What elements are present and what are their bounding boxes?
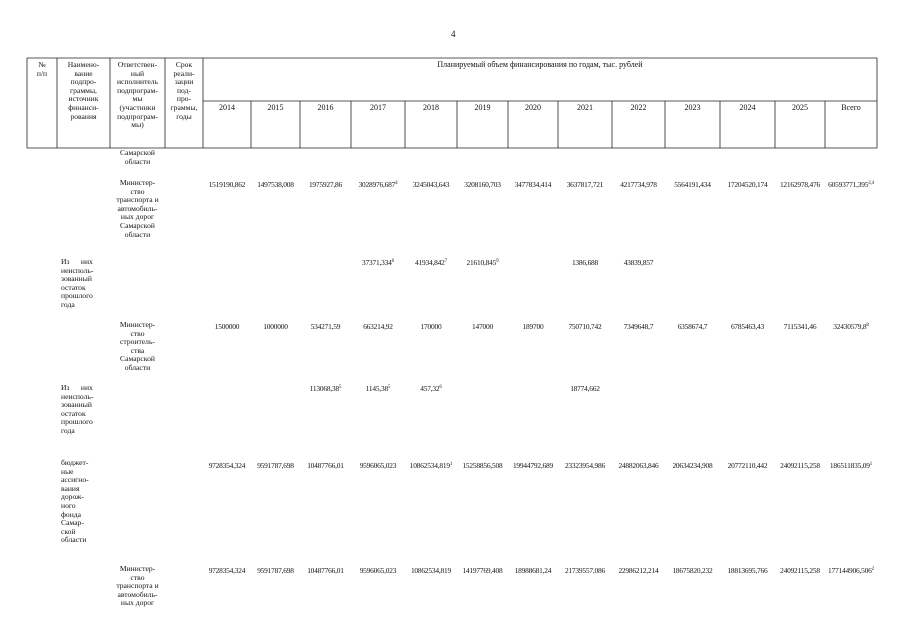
- header-executor: Ответствен- ный исполнитель подпрограм- мы (участники подпрограм- мы): [116, 60, 159, 130]
- table-cell: [457, 323, 508, 331]
- header-num: № п/п: [36, 60, 48, 78]
- cell-value: 18774,662: [570, 384, 600, 393]
- cell-value: 32430579,8: [833, 322, 867, 331]
- cell-value: 12162978,476: [779, 180, 821, 189]
- table-cell: [665, 181, 720, 189]
- cell-value: 1519190,862: [208, 180, 246, 189]
- header-year-5: 2019: [474, 103, 491, 112]
- table-cell: [775, 567, 825, 575]
- footnote-mark: 1: [449, 462, 453, 467]
- cell-value: 37371,334: [362, 258, 392, 267]
- table-cell: [508, 181, 558, 189]
- table-cell: [351, 259, 405, 267]
- table-cell: [612, 181, 665, 189]
- table-cell: [457, 181, 508, 189]
- cell-value: 20772110,442: [727, 461, 768, 470]
- row-name: Из них неисполь- зованный остаток прошлого года: [61, 383, 94, 435]
- table-cell: [405, 259, 457, 267]
- header-year-4: 2018: [423, 103, 439, 112]
- header-year-3: 2017: [370, 103, 386, 112]
- row-name: бюджет- ные ассигно- вания дорож- ного фонда Самар- ской области: [61, 458, 89, 545]
- table-cell: [251, 567, 300, 575]
- table-cell: [825, 462, 877, 470]
- cell-value: 18988681,24: [514, 566, 552, 575]
- cell-value: 9596065,023: [359, 461, 397, 470]
- header-year-0: 2014: [219, 103, 235, 112]
- cell-value: 9728354,324: [208, 461, 246, 470]
- cell-value: 41934,842: [415, 258, 445, 267]
- table-cell: [508, 567, 558, 575]
- table-cell: [612, 323, 665, 331]
- footnote-mark: 5: [339, 385, 342, 390]
- cell-value: 18813695,766: [727, 566, 768, 575]
- table-cell: [508, 462, 558, 470]
- table-cell: [558, 323, 612, 331]
- table-cell: [203, 181, 251, 189]
- table-cell: [775, 462, 825, 470]
- cell-value: 5564191,434: [674, 180, 711, 189]
- table-cell: [612, 259, 665, 267]
- footnote-mark: 8: [866, 323, 869, 328]
- cell-value: 534271,59: [310, 322, 341, 331]
- cell-value: 170000: [420, 322, 442, 331]
- table-cell: [558, 385, 612, 393]
- header-year-8: 2022: [630, 103, 647, 112]
- header-year-7: 2021: [577, 103, 593, 112]
- footnote-mark: 2: [871, 567, 874, 572]
- cell-value: 750710,742: [568, 322, 602, 331]
- header-year-12: Всего: [841, 103, 861, 112]
- cell-value: 10862534,819: [410, 566, 452, 575]
- table-cell: [203, 323, 251, 331]
- header-funding-title: Планируемый объем финансирования по годам, тыс. рублей: [437, 60, 643, 69]
- cell-value: 3477834,414: [514, 180, 552, 189]
- table-cell: [405, 323, 457, 331]
- table-cell: [251, 323, 300, 331]
- cell-value: 457,32: [420, 384, 440, 393]
- cell-value: 3028976,687: [358, 180, 396, 189]
- table-cell: [775, 181, 825, 189]
- cell-value: 6785463,43: [730, 322, 765, 331]
- cell-value: 7115341,46: [783, 322, 817, 331]
- cell-value: 17204520,174: [727, 180, 768, 189]
- table-cell: [558, 567, 612, 575]
- table-cell: [351, 462, 405, 470]
- table-cell: [351, 385, 405, 393]
- cell-value: 663214,92: [363, 322, 393, 331]
- cell-value: 1386,688: [571, 258, 599, 267]
- table-cell: [775, 323, 825, 331]
- cell-value: 10862534,819: [409, 461, 450, 470]
- table-cell: [825, 567, 877, 575]
- cell-value: 21739557,086: [564, 566, 606, 575]
- row-executor: Министер- ство транспорта и автомобиль- ных дорог: [116, 564, 159, 608]
- row-executor: Самарской области: [120, 148, 155, 166]
- footnote-mark: 5: [388, 385, 391, 390]
- cell-value: 22986212,214: [618, 566, 659, 575]
- table-cell: [405, 181, 457, 189]
- cell-value: 1975927,86: [308, 180, 343, 189]
- cell-value: 9591787,698: [257, 566, 294, 575]
- footnote-mark: 6: [391, 259, 394, 264]
- cell-value: 113068,38: [309, 384, 340, 393]
- table-cell: [612, 567, 665, 575]
- table-cell: [203, 567, 251, 575]
- cell-value: 14197769,408: [462, 566, 503, 575]
- page-number: 4: [451, 29, 456, 39]
- header-year-9: 2023: [684, 103, 701, 112]
- cell-value: 3208160,703: [464, 180, 501, 189]
- cell-value: 4217734,978: [620, 180, 657, 189]
- header-name: Наимено- вание подпро- граммы, источник финанси- рования: [67, 60, 100, 121]
- cell-value: 60593771,395: [828, 180, 869, 189]
- table-cell: [405, 385, 457, 393]
- cell-value: 24882063,846: [618, 461, 659, 470]
- table-cell: [351, 567, 405, 575]
- cell-value: 7349648,7: [623, 322, 654, 331]
- table-cell: [825, 181, 877, 189]
- header-year-10: 2024: [739, 103, 756, 112]
- cell-value: 23323954,986: [564, 461, 606, 470]
- table-cell: [251, 462, 300, 470]
- cell-value: 177144906,506: [828, 566, 872, 575]
- cell-value: 1000000: [263, 322, 288, 331]
- table-cell: [300, 323, 351, 331]
- table-cell: [300, 462, 351, 470]
- table-cell: [300, 385, 351, 393]
- table-cell: [720, 567, 775, 575]
- row-name: Из них неисполь- зованный остаток прошлого года: [61, 257, 94, 309]
- cell-value: 18675820,232: [672, 566, 713, 575]
- cell-value: 9596065,023: [359, 566, 397, 575]
- table-cell: [558, 462, 612, 470]
- footnote-mark: 1: [869, 462, 873, 467]
- cell-value: 147000: [472, 322, 493, 331]
- table-cell: [457, 567, 508, 575]
- cell-value: 3637817,721: [566, 180, 604, 189]
- cell-value: 10487766,01: [307, 566, 344, 575]
- header-term: Срок реали- зации под- про- граммы, годы: [170, 60, 198, 121]
- footnote-mark: 2,4: [868, 181, 874, 186]
- header-year-1: 2015: [267, 103, 284, 112]
- table-cell: [825, 323, 877, 331]
- table-cell: [558, 181, 612, 189]
- table-cell: [457, 259, 508, 267]
- table-cell: [665, 567, 720, 575]
- cell-value: 9728354,324: [208, 566, 246, 575]
- header-year-2: 2016: [317, 103, 334, 112]
- table-cell: [300, 181, 351, 189]
- cell-value: 189700: [522, 322, 544, 331]
- table-cell: [612, 462, 665, 470]
- header-year-11: 2025: [792, 103, 808, 112]
- cell-value: 186511835,09: [829, 461, 870, 470]
- cell-value: 19944792,689: [512, 461, 554, 470]
- row-executor: Министер- ство строитель- ства Самарской области: [119, 320, 156, 372]
- table-cell: [203, 462, 251, 470]
- cell-value: 43839,857: [623, 258, 654, 267]
- cell-value: 3245043,643: [412, 180, 450, 189]
- footnote-mark: 4: [395, 181, 398, 186]
- row-executor: Министер- ство транспорта и автомобиль- ных дорог Самарской области: [116, 178, 159, 239]
- table-cell: [351, 181, 405, 189]
- footnote-mark: 9: [496, 259, 499, 264]
- cell-value: 24092115,258: [780, 461, 820, 470]
- cell-value: 9591787,698: [257, 461, 294, 470]
- cell-value: 1500000: [214, 322, 240, 331]
- cell-value: 20634234,908: [672, 461, 713, 470]
- footnote-mark: 6: [439, 385, 442, 390]
- table-cell: [558, 259, 612, 267]
- table-cell: [720, 181, 775, 189]
- header-year-6: 2020: [525, 103, 541, 112]
- table-cell: [351, 323, 405, 331]
- table-cell: [405, 462, 457, 470]
- table-cell: [720, 462, 775, 470]
- table-cell: [665, 323, 720, 331]
- table-cell: [508, 323, 558, 331]
- table-cell: [251, 181, 300, 189]
- cell-value: 15258856,508: [462, 461, 503, 470]
- table-cell: [665, 462, 720, 470]
- cell-value: 24092115,258: [780, 566, 820, 575]
- table-cell: [405, 567, 457, 575]
- cell-value: 21610,845: [466, 258, 497, 267]
- cell-value: 6358674,7: [677, 322, 708, 331]
- table-cell: [457, 462, 508, 470]
- table-cell: [720, 323, 775, 331]
- cell-value: 10487766,01: [307, 461, 344, 470]
- cell-value: 1497538,008: [257, 180, 294, 189]
- table-cell: [300, 567, 351, 575]
- cell-value: 1145,38: [365, 384, 389, 393]
- footnote-mark: 7: [444, 259, 447, 264]
